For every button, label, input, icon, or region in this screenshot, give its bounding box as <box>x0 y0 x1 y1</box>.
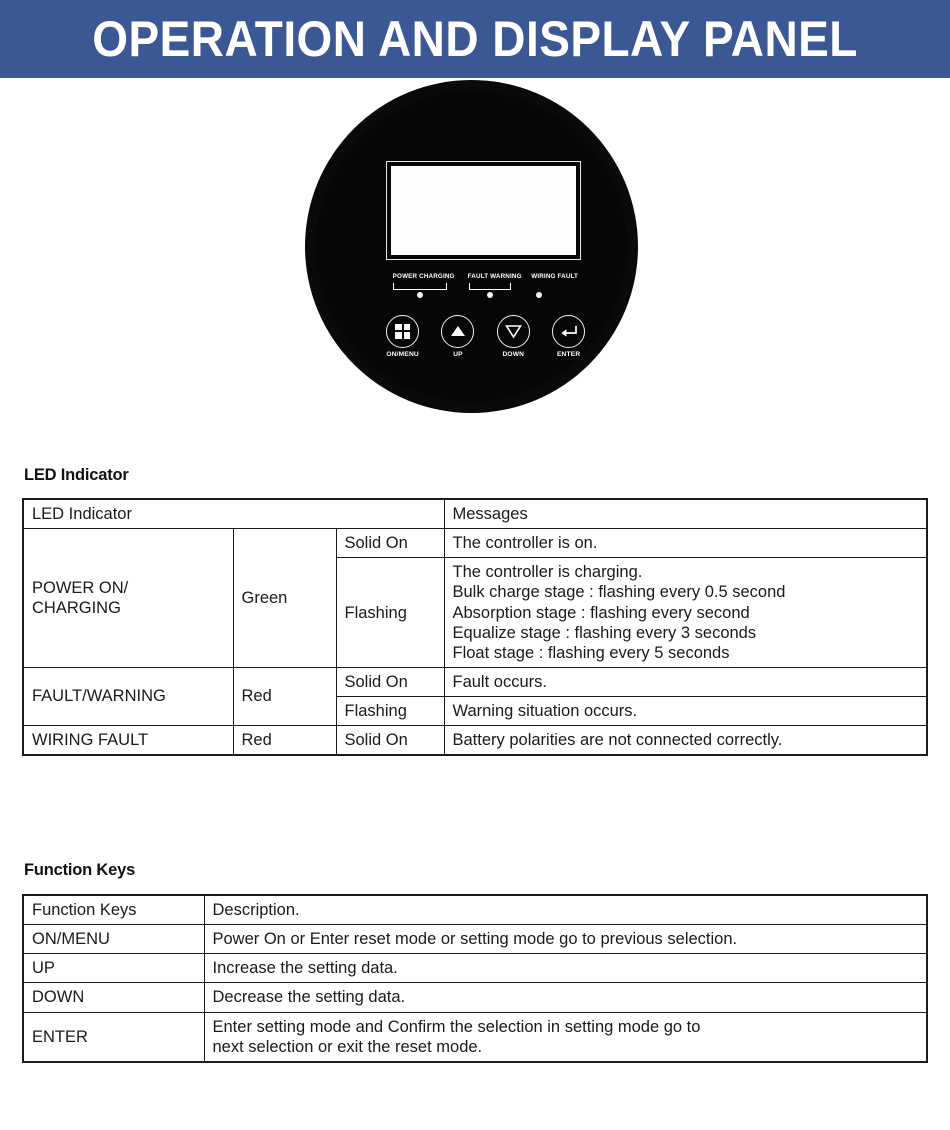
function-key-up-description: Increase the setting data. <box>204 954 927 983</box>
enter-button-label: ENTER <box>556 350 581 358</box>
function-keys-table <box>22 894 928 1063</box>
table-header-row <box>23 499 927 529</box>
led-bracket-power-charging <box>393 283 447 290</box>
table-row <box>23 726 927 756</box>
controller-faceplate <box>316 91 628 403</box>
function-key-down-description: Decrease the setting data. <box>204 983 927 1012</box>
table-row <box>23 529 927 558</box>
on-menu-button-label: ON/MENU <box>386 350 419 358</box>
table-row <box>23 667 927 696</box>
button-on-menu[interactable] <box>378 315 428 359</box>
down-button-label: DOWN <box>502 350 525 358</box>
led-state-fault-flashing: Flashing <box>336 697 444 726</box>
button-up[interactable] <box>433 315 483 359</box>
function-key-on-menu: ON/MENU <box>23 925 204 954</box>
header-messages: Messages <box>444 499 927 529</box>
lcd-screen <box>391 166 576 255</box>
led-label-power-charging: POWER CHARGING <box>392 272 455 280</box>
device-illustration <box>0 78 950 458</box>
led-indicator-table <box>22 498 928 756</box>
table-header-row <box>23 895 927 925</box>
page-banner <box>0 0 950 78</box>
down-button-circle[interactable] <box>497 315 530 348</box>
enter-return-arrow-icon <box>560 324 578 339</box>
table-row <box>23 954 927 983</box>
led-dot-group <box>384 292 584 302</box>
function-key-enter: ENTER <box>23 1012 204 1062</box>
led-message-battery-polarities: Battery polarities are not connected correctly. <box>444 726 927 756</box>
led-color-fault-warning: Red <box>233 667 336 725</box>
up-button-label: UP <box>453 350 463 358</box>
grid-squares-icon <box>395 324 410 339</box>
triangle-down-outline-icon <box>505 324 522 339</box>
led-name-fault-warning: FAULT/WARNING <box>23 667 233 725</box>
triangle-up-icon <box>451 326 465 336</box>
led-label-fault-warning: FAULT WARNING <box>467 272 522 280</box>
led-bracket-fault-warning <box>469 283 511 290</box>
led-legend <box>384 274 584 308</box>
led-message-controller-on: The controller is on. <box>444 529 927 558</box>
header-description: Description. <box>204 895 927 925</box>
led-state-flashing-charging: Flashing <box>336 558 444 668</box>
function-key-down: DOWN <box>23 983 204 1012</box>
function-key-on-menu-description: Power On or Enter reset mode or setting mode go to previous selection. <box>204 925 927 954</box>
up-button-circle[interactable] <box>441 315 474 348</box>
table-row <box>23 1012 927 1062</box>
function-key-enter-description: Enter setting mode and Confirm the selection in setting mode go to next selection or exit the reset mode. <box>204 1012 927 1062</box>
function-keys-heading: Function Keys <box>24 861 136 879</box>
led-name-power-charging: POWER ON/ CHARGING <box>23 529 233 668</box>
on-menu-button-circle[interactable] <box>386 315 419 348</box>
enter-button-circle[interactable] <box>552 315 585 348</box>
led-bracket-group <box>384 283 584 292</box>
led-indicator-heading: LED Indicator <box>24 466 129 484</box>
button-down[interactable] <box>488 315 538 359</box>
led-color-power-charging: Green <box>233 529 336 668</box>
button-enter[interactable] <box>544 315 594 359</box>
led-name-wiring-fault: WIRING FAULT <box>23 726 233 756</box>
led-state-wiring-solid-on: Solid On <box>336 726 444 756</box>
header-led-indicator: LED Indicator <box>23 499 444 529</box>
device-button-row <box>378 315 594 359</box>
led-color-wiring-fault: Red <box>233 726 336 756</box>
led-message-charging-stages: The controller is charging. Bulk charge stage : flashing every 0.5 second Absorption stage : flashing every second Equalize stage : flashing every 3 seconds Float stage : flashing every 5 seconds <box>444 558 927 668</box>
led-state-fault-solid-on: Solid On <box>336 667 444 696</box>
function-key-up: UP <box>23 954 204 983</box>
led-state-solid-on: Solid On <box>336 529 444 558</box>
led-indicator-fault-warning <box>487 292 494 299</box>
controller-bezel <box>305 80 638 413</box>
led-message-warning-occurs: Warning situation occurs. <box>444 697 927 726</box>
led-message-fault-occurs: Fault occurs. <box>444 667 927 696</box>
table-row <box>23 925 927 954</box>
lcd-frame <box>386 161 581 260</box>
page-title: OPERATION AND DISPLAY PANEL <box>92 11 858 67</box>
led-indicator-wiring-fault <box>536 292 543 299</box>
table-row <box>23 983 927 1012</box>
led-label-wiring-fault: WIRING FAULT <box>531 272 579 280</box>
header-function-keys: Function Keys <box>23 895 204 925</box>
led-indicator-power-charging <box>417 292 424 299</box>
